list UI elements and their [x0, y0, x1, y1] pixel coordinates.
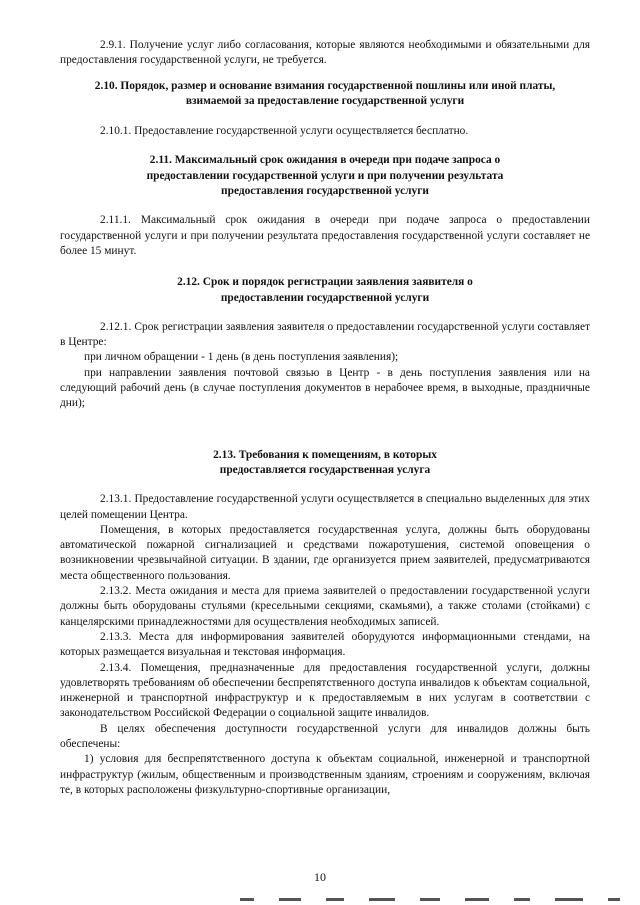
heading-2-11: 2.11. Максимальный срок ожидания в очереди при подаче запроса о предоставлении государственной услуги и при получении результата предоставления государственной услуги: [146, 154, 504, 198]
heading-2-12: 2.12. Срок и порядок регистрации заявления заявителя о предоставлении государственной услуги: [177, 276, 473, 304]
page-number: 10: [314, 870, 326, 884]
paragraph-2-13-4-accessibility: В целях обеспечения доступности государственной услуги для инвалидов должны быть обеспечены:: [60, 722, 590, 750]
paragraph-2-13-4: 2.13.4. Помещения, предназначенные для предоставления государственной услуги, должны удовлетворять требованиям об обеспечении беспрепятственного доступа инвалидов к объектам социальной, инженерной и транспортной инфраструктур и к предоставляемым в них услугам в соответствии с законодательством Российской Федерации о социальной защите инвалидов.: [60, 661, 590, 720]
paragraph-2-13-1: 2.13.1. Предоставление государственной услуги осуществляется в специально выделенных для этих целей помещении Центра.: [60, 493, 590, 521]
paragraph-2-13-2: 2.13.2. Места ожидания и места для приема заявителей о предоставлении государственной услуги должны быть оборудованы стульями (кресельными секциями, скамьями), а также столами (стойками) с канцелярскими принадлежностями для осуществления необходимых записей.: [60, 585, 590, 628]
paragraph-2-12-1-personal: при личном обращении - 1 день (в день поступления заявления);: [84, 351, 399, 364]
paragraph-2-13-4-item-1: 1) условия для беспрепятственного доступа к объектам социальной, инженерной и транспортной инфраструктур (жилым, общественным и производственным зданиям, строениям и сооружениям, включая те, в которых расположены физкультурно-спортивные организации,: [60, 753, 590, 796]
paragraph-2-12-1-mail: при направлении заявления почтовой связью в Центр - в день поступления заявления или на следующий рабочий день (в случае поступления документов в нерабочее время, в выходные, праздничные дни);: [60, 366, 590, 410]
paragraph-2-12-1: 2.12.1. Срок регистрации заявления заявителя о предоставлении государственной услуги составляет в Центре:: [60, 320, 590, 349]
paragraph-2-13-1-premises: Помещения, в которых предоставляется государственная услуга, должны быть оборудованы автоматической пожарной сигнализацией и средствами пожаротушения, системой оповещения о возникновении чрезвычайной ситуации. В здании, где организуется прием заявителей, предусматриваются места общественного пользования.: [60, 523, 590, 582]
heading-2-13: 2.13. Требования к помещениям, в которых предоставляется государственная услуга: [213, 448, 437, 476]
paragraph-2-11-1: 2.11.1. Максимальный срок ожидания в очереди при подаче запроса о предоставлении государственной услуги и при получении результата предоставления государственной услуги составляет не более 15 минут.: [60, 214, 590, 257]
document-page: [60, 38, 590, 798]
paragraph-2-10-1: 2.10.1. Предоставление государственной услуги осуществляется бесплатно.: [100, 125, 469, 138]
paragraph-2-9-1: 2.9.1. Получение услуг либо согласования, которые являются необходимыми и обязательными для предоставления государственной услуги, не требуется.: [60, 39, 590, 67]
paragraph-2-13-3: 2.13.3. Места для информирования заявителей оборудуются информационными стендами, на которых размещается визуальная и текстовая информация.: [60, 630, 590, 659]
heading-2-10: 2.10. Порядок, размер и основание взимания государственной пошлины или иной платы, взимаемой за предоставление государственной услуги: [94, 79, 556, 107]
scan-edge-marks: [240, 898, 620, 902]
